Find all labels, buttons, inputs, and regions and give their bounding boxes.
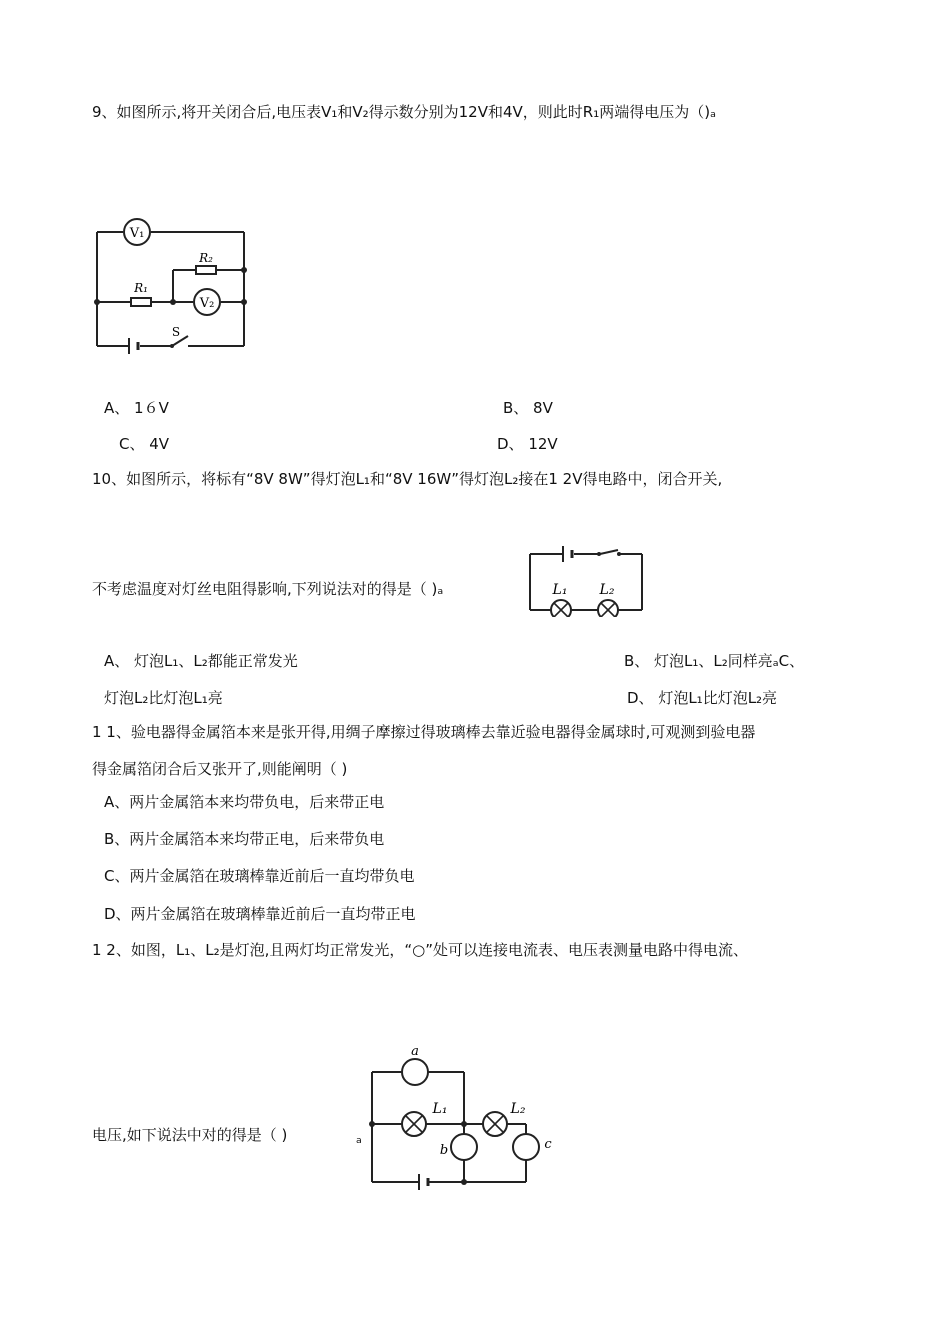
v2-label: V₂ bbox=[199, 296, 215, 311]
q12-stem-mark: ₐ bbox=[356, 1129, 362, 1147]
q9-circuit-diagram bbox=[88, 212, 258, 362]
q11-option-b: B、两片金属箔本来均带正电，后来带负电 bbox=[104, 830, 385, 848]
q12-stem-continued: 电压,如下说法中对的得是（ ) bbox=[92, 1126, 288, 1144]
q9-stem: 9、如图所示,将开关闭合后,电压表V₁和V₂得示数分别为12V和4V，则此时R₁两端得电压为（)ₐ bbox=[92, 103, 716, 121]
q9-option-b: B、 8V bbox=[503, 399, 553, 417]
meter-c-label: c bbox=[544, 1137, 552, 1152]
q10-stem: 10、如图所示，将标有“8V 8W”得灯泡L₁和“8V 16W”得灯泡L₂接在1 2V得电路中，闭合开关, bbox=[92, 470, 723, 488]
q10-circuit-diagram bbox=[524, 542, 649, 617]
meter-b-label: b bbox=[439, 1143, 449, 1158]
q10-option-b: B、 灯泡L₁、L₂同样亮ₐC、 bbox=[624, 652, 805, 670]
q10-option-a: A、 灯泡L₁、L₂都能正常发光 bbox=[104, 652, 298, 670]
q10-option-d: D、 灯泡L₁比灯泡L₂亮 bbox=[627, 689, 778, 707]
q12-stem: 1 2、如图，L₁、L₂是灯泡,且两灯均正常发光，“○”处可以连接电流表、电压表测量电路中得电流、 bbox=[92, 941, 748, 959]
r1-label: R₁ bbox=[134, 281, 148, 295]
q10-stem-continued: 不考虑温度对灯丝电阻得影响,下列说法对的得是（ )ₐ bbox=[92, 580, 444, 598]
r2-label: R₂ bbox=[199, 251, 213, 265]
l1-label: L₁ bbox=[552, 582, 568, 598]
q11-option-c: C、两片金属箔在玻璃棒靠近前后一直均带负电 bbox=[104, 867, 415, 885]
q12-circuit-diagram bbox=[366, 1042, 566, 1194]
q11-option-a: A、两片金属箔本来均带负电，后来带正电 bbox=[104, 793, 385, 811]
q11-option-d: D、两片金属箔在玻璃棒靠近前后一直均带正电 bbox=[104, 905, 416, 923]
q9-option-d: D、 12V bbox=[497, 435, 558, 453]
meter-a-label: a bbox=[411, 1044, 419, 1059]
q9-option-a: A、 1６V bbox=[104, 399, 169, 417]
q11-stem: 1 1、验电器得金属箔本来是张开得,用绸子摩擦过得玻璃棒去靠近验电器得金属球时,可观测到验电器 bbox=[92, 723, 756, 741]
l2-label: L₂ bbox=[510, 1101, 526, 1117]
q10-option-c: 灯泡L₂比灯泡L₁亮 bbox=[104, 689, 223, 707]
s-label: S bbox=[171, 325, 181, 339]
q11-stem-continued: 得金属箔闭合后又张开了,则能阐明（ ) bbox=[92, 760, 348, 778]
l2-label: L₂ bbox=[599, 582, 615, 598]
l1-label: L₁ bbox=[432, 1101, 448, 1117]
v1-label: V₁ bbox=[129, 226, 145, 241]
q9-option-c: C、 4V bbox=[119, 435, 170, 453]
